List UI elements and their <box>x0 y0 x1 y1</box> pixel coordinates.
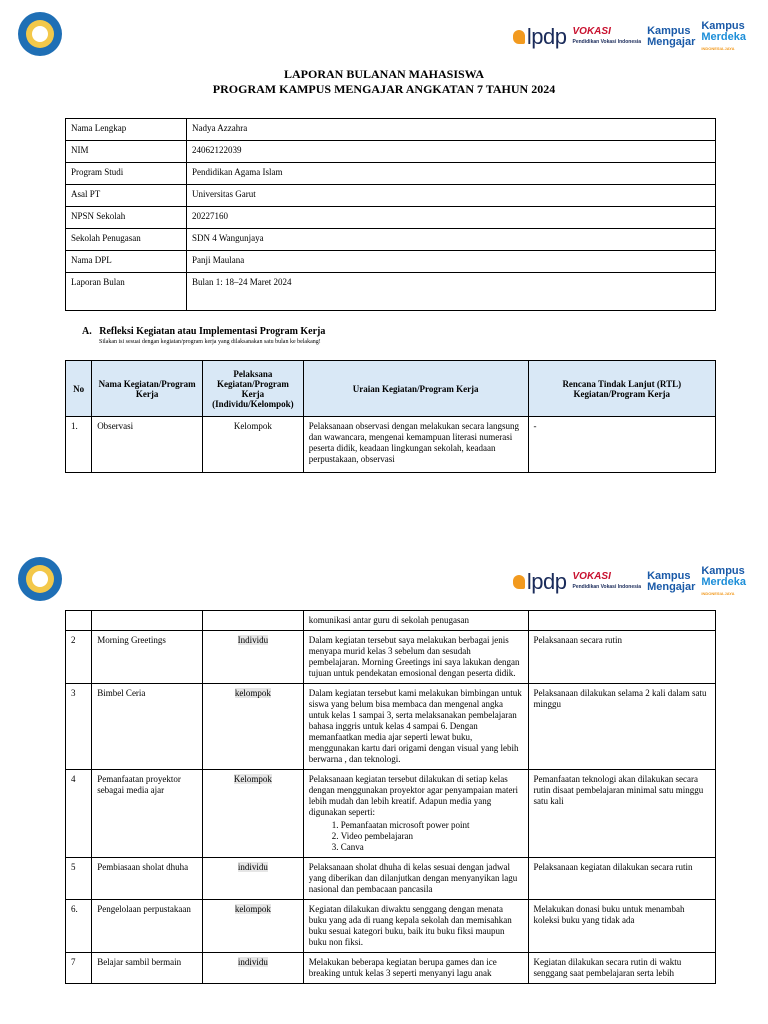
lpdp-logo: lpdp <box>513 24 567 50</box>
kampus-mengajar-logo: Kampus Mengajar <box>647 25 696 48</box>
info-value: Universitas Garut <box>187 185 716 207</box>
row-uraian <box>303 417 528 473</box>
info-label: NIM <box>66 141 187 163</box>
row-no: 6. <box>66 900 92 953</box>
uraian-text: Pelaksanaan sholat dhuha di kelas sesuai dengan jadwal yang diberikan dan dilanjutkan dengan menyanyikan lagu nasional dan pembacaan pancasila <box>308 862 518 894</box>
row-nama: Morning Greetings <box>92 631 203 684</box>
info-value: Nadya Azzahra <box>187 119 716 141</box>
vokasi-logo: VOKASI Pendidikan Vokasi Indonesia <box>572 26 642 45</box>
partner-logos <box>513 19 746 52</box>
row-nama: Pembiasaan sholat dhuha <box>92 858 203 900</box>
table-row <box>66 631 716 684</box>
table-row <box>66 900 716 953</box>
media-list <box>309 820 523 853</box>
row-uraian <box>303 900 528 953</box>
document-page-2 <box>0 545 768 1024</box>
table-row <box>66 953 716 984</box>
section-instructions: Silakan isi sesuai dengan kegiatan/program kerja yang dilaksanakan satu bulan ke belakang! <box>99 339 321 345</box>
info-label: NPSN Sekolah <box>66 207 187 229</box>
header-no: No <box>66 361 92 417</box>
row-nama: Pemanfaatan proyektor sebagai media ajar <box>92 770 203 858</box>
row-rtl: Melakukan donasi buku untuk menambah koleksi buku yang tidak ada <box>528 900 715 953</box>
kampus-merdeka-logo: Kampus Merdeka INDONESIA JAYA <box>701 19 746 51</box>
info-value: Bulan 1: 18–24 Maret 2024 <box>187 273 716 311</box>
table-row <box>66 611 716 631</box>
header-nama: Nama Kegiatan/Program Kerja <box>92 361 203 417</box>
row-pelaksana <box>203 858 304 900</box>
list-item: 2. Video pembelajaran <box>341 831 523 842</box>
table-row <box>66 417 716 473</box>
row-no: 4 <box>66 770 92 858</box>
row-no: 5 <box>66 858 92 900</box>
row-nama <box>92 611 203 631</box>
row-pelaksana <box>203 684 304 770</box>
info-row <box>66 273 716 311</box>
row-rtl: Pemanfaatan teknologi akan dilakukan secara rutin disaat pembelajaran minimal satu minggu satu kali <box>528 770 715 858</box>
info-label: Nama Lengkap <box>66 119 187 141</box>
info-row <box>66 185 716 207</box>
section-title: A. Refleksi Kegiatan atau Implementasi Program Kerja <box>82 326 326 337</box>
header-uraian: Uraian Kegiatan/Program Kerja <box>303 361 528 417</box>
uraian-text: Kegiatan dilakukan diwaktu senggang dengan menata buku yang ada di ruang kepala sekolah dan memisahkan buku sesuai kategori buku, baik itu buku fiksi maupun buku non fiksi. <box>308 904 512 947</box>
pelaksana-text: Individu <box>237 635 269 645</box>
row-rtl: Pelaksanaan secara rutin <box>528 631 715 684</box>
row-uraian <box>303 631 528 684</box>
pelaksana-text: kelompok <box>234 688 271 698</box>
page-gap <box>0 500 768 545</box>
row-nama: Pengelolaan perpustakaan <box>92 900 203 953</box>
row-uraian <box>303 611 528 631</box>
partner-logos <box>513 564 746 597</box>
info-label: Sekolah Penugasan <box>66 229 187 251</box>
row-no: 1. <box>66 417 92 473</box>
row-pelaksana <box>203 900 304 953</box>
pelaksana-text: Kelompok <box>233 774 272 784</box>
row-uraian <box>303 684 528 770</box>
uraian-text: Pelaksanaan kegiatan tersebut dilakukan di setiap kelas dengan menggunakan proyektor agar penyampaian materi lebih mudah dan lebih kreatif. Adapun media yang digunakan seperti: <box>308 774 518 817</box>
info-label: Laporan Bulan <box>66 273 187 311</box>
uraian-text: komunikasi antar guru di sekolah penugasan <box>308 615 470 625</box>
row-uraian <box>303 858 528 900</box>
row-uraian <box>303 770 528 858</box>
tut-wuri-handayani-icon <box>18 12 62 56</box>
activity-table <box>65 360 716 473</box>
lpdp-logo: lpdp <box>513 569 567 595</box>
row-pelaksana <box>203 417 304 473</box>
row-pelaksana <box>203 611 304 631</box>
document-page-1 <box>0 0 768 500</box>
row-pelaksana <box>203 770 304 858</box>
info-row <box>66 207 716 229</box>
row-nama: Observasi <box>92 417 203 473</box>
kampus-mengajar-logo: Kampus Mengajar <box>647 570 696 593</box>
info-row <box>66 163 716 185</box>
info-row <box>66 119 716 141</box>
row-rtl: Kegiatan dilakukan secara rutin di waktu senggang saat pembelajaran serta lebih <box>528 953 715 984</box>
table-row <box>66 684 716 770</box>
activity-table-continued <box>65 610 716 984</box>
row-no: 3 <box>66 684 92 770</box>
row-no: 7 <box>66 953 92 984</box>
info-label: Program Studi <box>66 163 187 185</box>
student-info-table <box>65 118 716 311</box>
row-nama: Belajar sambil bermain <box>92 953 203 984</box>
info-label: Asal PT <box>66 185 187 207</box>
row-rtl <box>528 611 715 631</box>
tut-wuri-handayani-icon <box>18 557 62 601</box>
uraian-text: Dalam kegiatan tersebut saya melakukan berbagai jenis menyapa murid kelas 3 sebelum dan sesudah pembelajaran. Morning Greetings ini saya lakukan dengan tujuan untuk pendekatan emosional dengan peserta didik. <box>308 635 520 678</box>
kampus-merdeka-logo: Kampus Merdeka INDONESIA JAYA <box>701 564 746 596</box>
vokasi-logo: VOKASI Pendidikan Vokasi Indonesia <box>572 571 642 590</box>
info-row <box>66 229 716 251</box>
info-value: 24062122039 <box>187 141 716 163</box>
row-rtl: Pelaksanaan dilakukan selama 2 kali dalam satu minggu <box>528 684 715 770</box>
info-value: Pendidikan Agama Islam <box>187 163 716 185</box>
row-pelaksana <box>203 631 304 684</box>
list-item: 1. Pemanfaatan microsoft power point <box>341 820 523 831</box>
pelaksana-text: kelompok <box>234 904 271 914</box>
pelaksana-text: Kelompok <box>233 421 272 431</box>
row-no: 2 <box>66 631 92 684</box>
info-row <box>66 141 716 163</box>
row-uraian <box>303 953 528 984</box>
info-value: 20227160 <box>187 207 716 229</box>
uraian-text: Melakukan beberapa kegiatan berupa games dan ice breaking untuk kelas 3 seperti menyanyi lagu anak <box>308 957 497 978</box>
header-rtl: Rencana Tindak Lanjut (RTL) Kegiatan/Program Kerja <box>528 361 715 417</box>
report-title: LAPORAN BULANAN MAHASISWA PROGRAM KAMPUS MENGAJAR ANGKATAN 7 TAHUN 2024 <box>212 67 556 96</box>
pelaksana-text: individu <box>237 862 268 872</box>
list-item: 3. Canva <box>341 842 523 853</box>
info-value: Panji Maulana <box>187 251 716 273</box>
uraian-text: Dalam kegiatan tersebut kami melakukan bimbingan untuk siswa yang belum bisa membaca dan mengenal angka untuk kelas 1 sampai 3, serta melaksanakan pembelajaran bahasa inggris untuk kelas 4 sampai 6. Dengan memanfaatkan media ajar seperti lewat buku, menggunakan kartu dari origami dengan visual yang lebih berwarna , dan teknologi. <box>308 688 522 764</box>
row-rtl: - <box>528 417 715 473</box>
pelaksana-text: individu <box>237 957 268 967</box>
info-label: Nama DPL <box>66 251 187 273</box>
header-pelaksana: Pelaksana Kegiatan/Program Kerja (Individu/Kelompok) <box>203 361 304 417</box>
table-row <box>66 858 716 900</box>
info-value: SDN 4 Wangunjaya <box>187 229 716 251</box>
row-rtl: Pelaksanaan kegiatan dilakukan secara rutin <box>528 858 715 900</box>
row-nama: Bimbel Ceria <box>92 684 203 770</box>
table-row <box>66 770 716 858</box>
row-pelaksana <box>203 953 304 984</box>
row-no <box>66 611 92 631</box>
uraian-text: Pelaksanaan observasi dengan melakukan secara langsung dan wawancara, mengenai kemampuan literasi numerasi peserta didik, keadaan lingkungan sekolah, keadaan perpustakaan, observasi <box>308 421 519 464</box>
info-row <box>66 251 716 273</box>
